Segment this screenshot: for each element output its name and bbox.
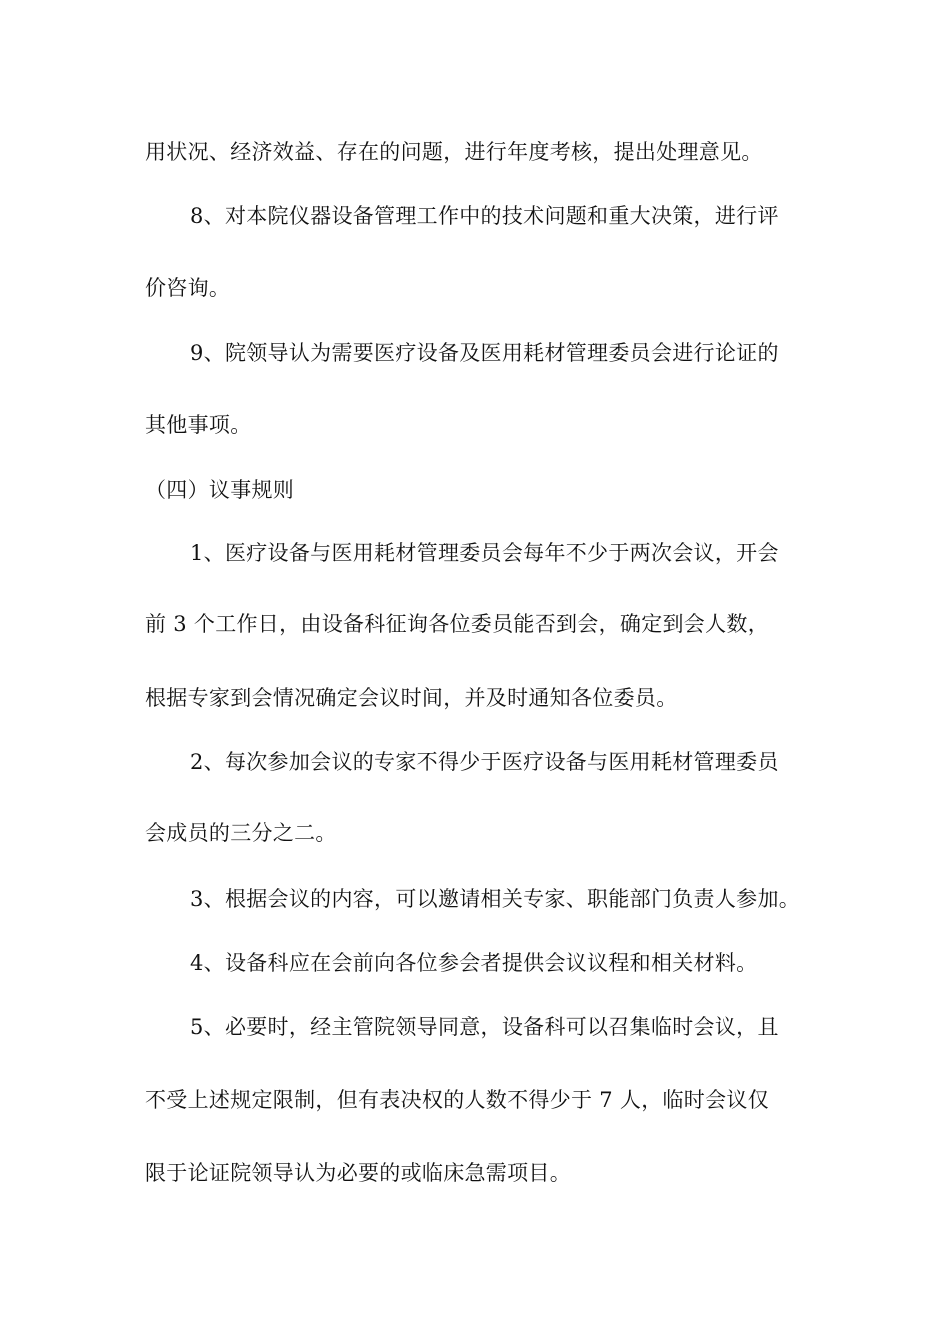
- paragraph-line: 9、院领导认为需要医疗设备及医用耗材管理委员会进行论证的: [190, 341, 779, 365]
- paragraph-line: 价咨询。: [145, 276, 231, 300]
- paragraph-line: 用状况、经济效益、存在的问题，进行年度考核，提出处理意见。: [145, 140, 763, 164]
- paragraph-line: 前 3 个工作日，由设备科征询各位委员能否到会，确定到会人数，: [145, 612, 770, 636]
- paragraph-line: 会成员的三分之二。: [145, 821, 337, 845]
- paragraph-line: 不受上述规定限制，但有表决权的人数不得少于 7 人，临时会议仅: [145, 1088, 770, 1112]
- paragraph-line: 根据专家到会情况确定会议时间，并及时通知各位委员。: [145, 686, 678, 710]
- section-heading: （四）议事规则: [145, 478, 295, 502]
- paragraph-line: 1、医疗设备与医用耗材管理委员会每年不少于两次会议，开会: [190, 541, 779, 565]
- paragraph-line: 限于论证院领导认为必要的或临床急需项目。: [145, 1161, 571, 1185]
- paragraph-line: 3、根据会议的内容，可以邀请相关专家、职能部门负责人参加。: [190, 887, 801, 911]
- paragraph-line: 5、必要时，经主管院领导同意，设备科可以召集临时会议，且: [190, 1015, 779, 1039]
- paragraph-line: 其他事项。: [145, 413, 252, 437]
- paragraph-line: 8、对本院仪器设备管理工作中的技术问题和重大决策，进行评: [190, 204, 779, 228]
- paragraph-line: 4、设备科应在会前向各位参会者提供会议议程和相关材料。: [190, 951, 758, 975]
- paragraph-line: 2、每次参加会议的专家不得少于医疗设备与医用耗材管理委员: [190, 750, 779, 774]
